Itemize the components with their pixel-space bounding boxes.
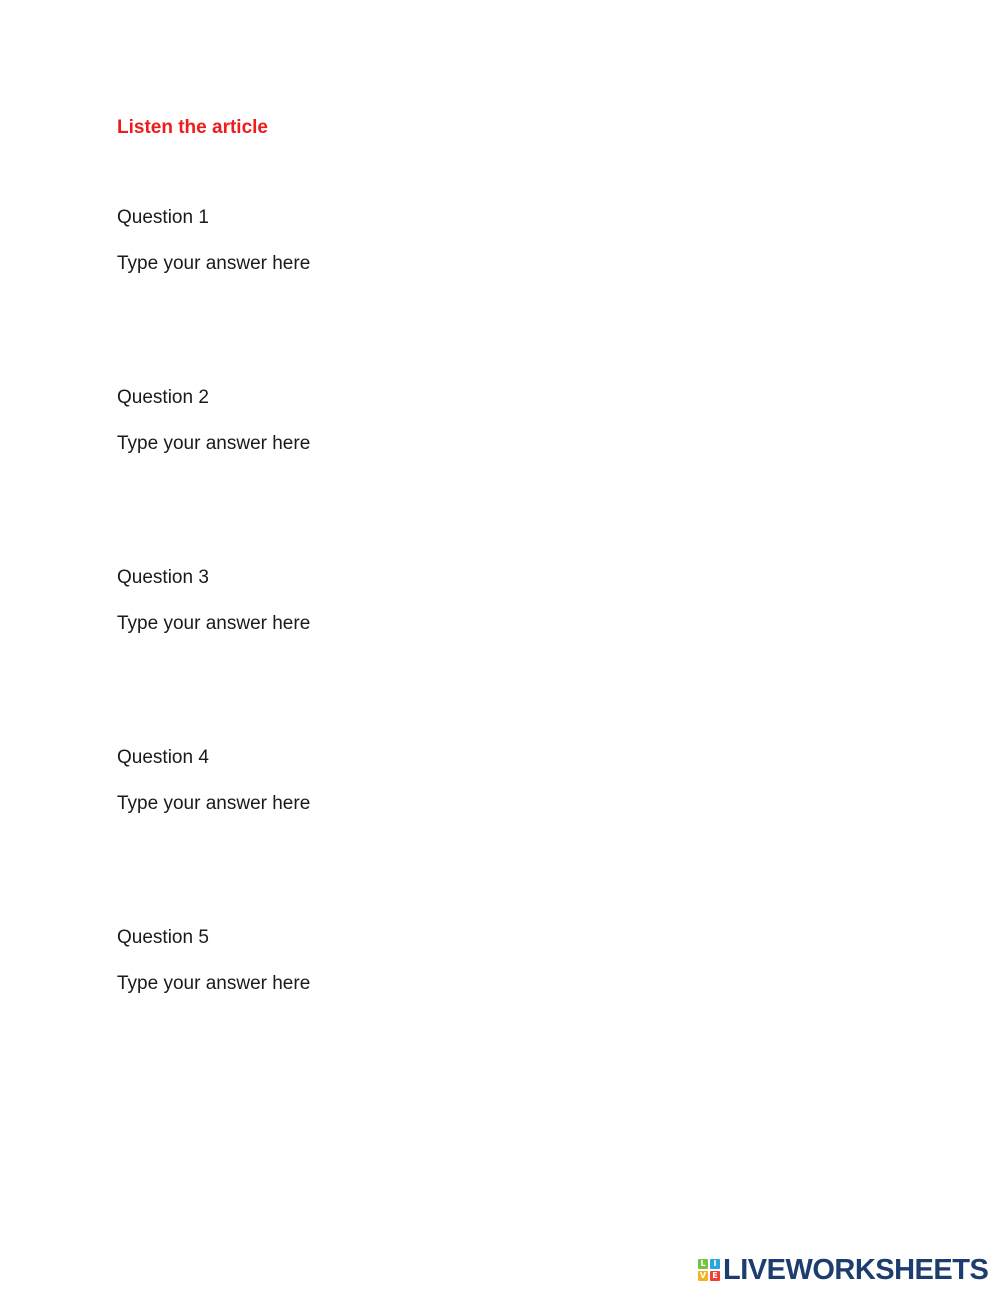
logo-blocks-icon: [698, 1259, 720, 1281]
question-5: [117, 926, 617, 950]
logo-text: LIVEWORKSHEETS: [723, 1254, 989, 1286]
answer-field-5[interactable]: [117, 971, 537, 997]
logo-block: V: [699, 1271, 707, 1280]
question-3: [117, 566, 617, 590]
question-label: Question 5: [117, 927, 209, 948]
answer-field-2[interactable]: [117, 431, 537, 457]
answer-field-1[interactable]: [117, 251, 537, 277]
question-label: Question 4: [117, 747, 209, 768]
logo-block: E: [710, 1271, 720, 1281]
answer-field-4[interactable]: [117, 791, 537, 817]
question-label: Question 3: [117, 567, 209, 588]
question-2: [117, 386, 617, 410]
liveworksheets-logo: [698, 1256, 988, 1284]
worksheet-title: Listen the article: [117, 117, 268, 138]
question-label: Question 1: [117, 207, 209, 228]
logo-block: I: [710, 1259, 720, 1269]
question-label: Question 2: [117, 387, 209, 408]
question-1: [117, 206, 617, 230]
answer-field-3[interactable]: [117, 611, 537, 637]
logo-block: L: [698, 1259, 708, 1269]
question-4: [117, 746, 617, 770]
